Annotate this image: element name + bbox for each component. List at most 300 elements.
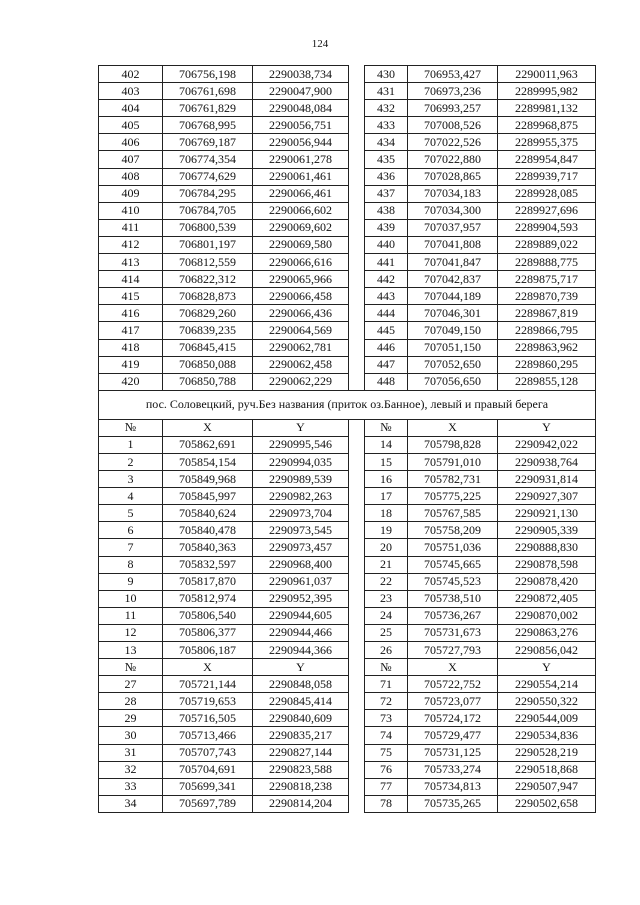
- point-number-cell: 420: [99, 373, 163, 390]
- y-coordinate-cell: 2290961,037: [253, 573, 349, 590]
- table-header-row: [99, 419, 596, 436]
- x-coordinate-cell: 705791,010: [408, 453, 498, 470]
- x-coordinate-cell: 705699,341: [163, 778, 253, 795]
- point-number-cell: 25: [365, 624, 408, 641]
- column-header-number: №: [365, 659, 408, 676]
- y-coordinate-cell: 2290888,830: [498, 539, 596, 556]
- table-row: [99, 488, 596, 505]
- x-coordinate-cell: 706761,698: [163, 83, 253, 100]
- x-coordinate-cell: 705798,828: [408, 436, 498, 453]
- y-coordinate-cell: 2290835,217: [253, 727, 349, 744]
- column-separator: [349, 693, 365, 710]
- point-number-cell: 414: [99, 271, 163, 288]
- x-coordinate-cell: 706973,236: [408, 83, 498, 100]
- y-coordinate-cell: 2290995,546: [253, 436, 349, 453]
- table-row: [99, 607, 596, 624]
- column-separator: [349, 83, 365, 100]
- y-coordinate-cell: 2289939,717: [498, 168, 596, 185]
- x-coordinate-cell: 705751,036: [408, 539, 498, 556]
- point-number-cell: 418: [99, 339, 163, 356]
- point-number-cell: 33: [99, 778, 163, 795]
- table-row: [99, 236, 596, 253]
- y-coordinate-cell: 2290938,764: [498, 453, 596, 470]
- y-coordinate-cell: 2290062,781: [253, 339, 349, 356]
- section-title: пос. Соловецкий, руч.Без названия (приток оз.Банное), левый и правый берега: [99, 390, 596, 419]
- y-coordinate-cell: 2290973,704: [253, 505, 349, 522]
- x-coordinate-cell: 705713,466: [163, 727, 253, 744]
- y-coordinate-cell: 2290927,307: [498, 488, 596, 505]
- x-coordinate-cell: 705758,209: [408, 522, 498, 539]
- table-row: [99, 556, 596, 573]
- table-row: [99, 134, 596, 151]
- x-coordinate-cell: 705854,154: [163, 453, 253, 470]
- y-coordinate-cell: 2290823,588: [253, 761, 349, 778]
- table-row: [99, 254, 596, 271]
- y-coordinate-cell: 2290528,219: [498, 744, 596, 761]
- column-header-number: №: [99, 659, 163, 676]
- column-separator: [349, 795, 365, 812]
- point-number-cell: 448: [365, 373, 408, 390]
- point-number-cell: 24: [365, 607, 408, 624]
- coordinates-table: [98, 65, 596, 813]
- column-separator: [349, 761, 365, 778]
- x-coordinate-cell: 705806,377: [163, 624, 253, 641]
- table-row: [99, 185, 596, 202]
- x-coordinate-cell: 705707,743: [163, 744, 253, 761]
- point-number-cell: 412: [99, 236, 163, 253]
- y-coordinate-cell: 2289981,132: [498, 100, 596, 117]
- point-number-cell: 433: [365, 117, 408, 134]
- column-separator: [349, 744, 365, 761]
- point-number-cell: 14: [365, 436, 408, 453]
- y-coordinate-cell: 2290064,569: [253, 322, 349, 339]
- point-number-cell: 21: [365, 556, 408, 573]
- column-separator: [349, 488, 365, 505]
- column-header-x: X: [408, 419, 498, 436]
- point-number-cell: 430: [365, 66, 408, 83]
- y-coordinate-cell: 2290863,276: [498, 624, 596, 641]
- column-separator: [349, 151, 365, 168]
- x-coordinate-cell: 705734,813: [408, 778, 498, 795]
- x-coordinate-cell: 705862,691: [163, 436, 253, 453]
- column-separator: [349, 117, 365, 134]
- y-coordinate-cell: 2290840,609: [253, 710, 349, 727]
- x-coordinate-cell: 705845,997: [163, 488, 253, 505]
- x-coordinate-cell: 707037,957: [408, 219, 498, 236]
- y-coordinate-cell: 2290047,900: [253, 83, 349, 100]
- y-coordinate-cell: 2290554,214: [498, 676, 596, 693]
- point-number-cell: 419: [99, 356, 163, 373]
- y-coordinate-cell: 2290066,461: [253, 185, 349, 202]
- y-coordinate-cell: 2290878,598: [498, 556, 596, 573]
- y-coordinate-cell: 2290952,395: [253, 590, 349, 607]
- point-number-cell: 2: [99, 453, 163, 470]
- page-number: 124: [311, 38, 329, 50]
- point-number-cell: 29: [99, 710, 163, 727]
- point-number-cell: 402: [99, 66, 163, 83]
- column-separator: [349, 453, 365, 470]
- x-coordinate-cell: 707034,300: [408, 202, 498, 219]
- y-coordinate-cell: 2290061,278: [253, 151, 349, 168]
- x-coordinate-cell: 705840,478: [163, 522, 253, 539]
- point-number-cell: 439: [365, 219, 408, 236]
- x-coordinate-cell: 707056,650: [408, 373, 498, 390]
- y-coordinate-cell: 2290944,605: [253, 607, 349, 624]
- x-coordinate-cell: 707049,150: [408, 322, 498, 339]
- point-number-cell: 417: [99, 322, 163, 339]
- x-coordinate-cell: 706801,197: [163, 236, 253, 253]
- table-row: [99, 573, 596, 590]
- x-coordinate-cell: 705745,665: [408, 556, 498, 573]
- column-header-y: Y: [253, 659, 349, 676]
- y-coordinate-cell: 2289889,022: [498, 236, 596, 253]
- table-row: [99, 471, 596, 488]
- column-separator: [349, 134, 365, 151]
- column-separator: [349, 778, 365, 795]
- point-number-cell: 22: [365, 573, 408, 590]
- point-number-cell: 78: [365, 795, 408, 812]
- table-row: [99, 202, 596, 219]
- point-number-cell: 15: [365, 453, 408, 470]
- y-coordinate-cell: 2290065,966: [253, 271, 349, 288]
- y-coordinate-cell: 2290038,734: [253, 66, 349, 83]
- x-coordinate-cell: 706812,559: [163, 254, 253, 271]
- table-row: [99, 590, 596, 607]
- point-number-cell: 4: [99, 488, 163, 505]
- x-coordinate-cell: 705722,752: [408, 676, 498, 693]
- y-coordinate-cell: 2290544,009: [498, 710, 596, 727]
- column-separator: [349, 236, 365, 253]
- column-separator: [349, 436, 365, 453]
- column-separator: [349, 339, 365, 356]
- point-number-cell: 73: [365, 710, 408, 727]
- point-number-cell: 444: [365, 305, 408, 322]
- table-row: [99, 83, 596, 100]
- y-coordinate-cell: 2290056,944: [253, 134, 349, 151]
- table-row: [99, 642, 596, 659]
- x-coordinate-cell: 706774,629: [163, 168, 253, 185]
- x-coordinate-cell: 705733,274: [408, 761, 498, 778]
- y-coordinate-cell: 2290066,436: [253, 305, 349, 322]
- y-coordinate-cell: 2290989,539: [253, 471, 349, 488]
- y-coordinate-cell: 2290944,466: [253, 624, 349, 641]
- point-number-cell: 8: [99, 556, 163, 573]
- x-coordinate-cell: 706839,235: [163, 322, 253, 339]
- table-row: [99, 453, 596, 470]
- point-number-cell: 446: [365, 339, 408, 356]
- point-number-cell: 432: [365, 100, 408, 117]
- column-separator: [349, 202, 365, 219]
- point-number-cell: 431: [365, 83, 408, 100]
- table-row: [99, 322, 596, 339]
- y-coordinate-cell: 2289904,593: [498, 219, 596, 236]
- x-coordinate-cell: 705736,267: [408, 607, 498, 624]
- column-header-y: Y: [253, 419, 349, 436]
- point-number-cell: 436: [365, 168, 408, 185]
- x-coordinate-cell: 705745,523: [408, 573, 498, 590]
- y-coordinate-cell: 2289863,962: [498, 339, 596, 356]
- point-number-cell: 72: [365, 693, 408, 710]
- y-coordinate-cell: 2290942,022: [498, 436, 596, 453]
- table-row: [99, 624, 596, 641]
- table-row: [99, 271, 596, 288]
- x-coordinate-cell: 705782,731: [408, 471, 498, 488]
- x-coordinate-cell: 705832,597: [163, 556, 253, 573]
- y-coordinate-cell: 2290534,836: [498, 727, 596, 744]
- point-number-cell: 443: [365, 288, 408, 305]
- y-coordinate-cell: 2289875,717: [498, 271, 596, 288]
- column-separator: [349, 185, 365, 202]
- table-row: [99, 151, 596, 168]
- point-number-cell: 410: [99, 202, 163, 219]
- y-coordinate-cell: 2290845,414: [253, 693, 349, 710]
- table-row: [99, 676, 596, 693]
- x-coordinate-cell: 705775,225: [408, 488, 498, 505]
- table-row: [99, 305, 596, 322]
- x-coordinate-cell: 706769,187: [163, 134, 253, 151]
- y-coordinate-cell: 2290856,042: [498, 642, 596, 659]
- point-number-cell: 441: [365, 254, 408, 271]
- column-separator: [349, 254, 365, 271]
- y-coordinate-cell: 2290921,130: [498, 505, 596, 522]
- y-coordinate-cell: 2289888,775: [498, 254, 596, 271]
- x-coordinate-cell: 706850,788: [163, 373, 253, 390]
- x-coordinate-cell: 706784,295: [163, 185, 253, 202]
- x-coordinate-cell: 705697,789: [163, 795, 253, 812]
- y-coordinate-cell: 2290931,814: [498, 471, 596, 488]
- y-coordinate-cell: 2289927,696: [498, 202, 596, 219]
- column-separator: [349, 710, 365, 727]
- point-number-cell: 76: [365, 761, 408, 778]
- y-coordinate-cell: 2290062,229: [253, 373, 349, 390]
- point-number-cell: 31: [99, 744, 163, 761]
- table-row: [99, 356, 596, 373]
- y-coordinate-cell: 2290973,457: [253, 539, 349, 556]
- point-number-cell: 23: [365, 590, 408, 607]
- column-separator: [349, 373, 365, 390]
- x-coordinate-cell: 707022,880: [408, 151, 498, 168]
- point-number-cell: 415: [99, 288, 163, 305]
- point-number-cell: 6: [99, 522, 163, 539]
- y-coordinate-cell: 2289860,295: [498, 356, 596, 373]
- column-separator: [349, 66, 365, 83]
- point-number-cell: 77: [365, 778, 408, 795]
- x-coordinate-cell: 705840,363: [163, 539, 253, 556]
- y-coordinate-cell: 2289928,085: [498, 185, 596, 202]
- x-coordinate-cell: 705840,624: [163, 505, 253, 522]
- column-separator: [349, 573, 365, 590]
- x-coordinate-cell: 706800,539: [163, 219, 253, 236]
- point-number-cell: 411: [99, 219, 163, 236]
- point-number-cell: 11: [99, 607, 163, 624]
- x-coordinate-cell: 707022,526: [408, 134, 498, 151]
- x-coordinate-cell: 705724,172: [408, 710, 498, 727]
- x-coordinate-cell: 705849,968: [163, 471, 253, 488]
- y-coordinate-cell: 2289955,375: [498, 134, 596, 151]
- x-coordinate-cell: 705817,870: [163, 573, 253, 590]
- y-coordinate-cell: 2290944,366: [253, 642, 349, 659]
- x-coordinate-cell: 705723,077: [408, 693, 498, 710]
- point-number-cell: 10: [99, 590, 163, 607]
- column-separator: [349, 356, 365, 373]
- table-row: [99, 505, 596, 522]
- column-separator: [349, 624, 365, 641]
- x-coordinate-cell: 707034,183: [408, 185, 498, 202]
- point-number-cell: 408: [99, 168, 163, 185]
- x-coordinate-cell: 705731,125: [408, 744, 498, 761]
- column-separator: [349, 607, 365, 624]
- point-number-cell: 30: [99, 727, 163, 744]
- y-coordinate-cell: 2290061,461: [253, 168, 349, 185]
- x-coordinate-cell: 706993,257: [408, 100, 498, 117]
- y-coordinate-cell: 2290518,868: [498, 761, 596, 778]
- point-number-cell: 413: [99, 254, 163, 271]
- point-number-cell: 26: [365, 642, 408, 659]
- y-coordinate-cell: 2290827,144: [253, 744, 349, 761]
- column-separator: [349, 471, 365, 488]
- x-coordinate-cell: 705721,144: [163, 676, 253, 693]
- table-row: [99, 710, 596, 727]
- y-coordinate-cell: 2290814,204: [253, 795, 349, 812]
- point-number-cell: 438: [365, 202, 408, 219]
- point-number-cell: 74: [365, 727, 408, 744]
- point-number-cell: 437: [365, 185, 408, 202]
- x-coordinate-cell: 706953,427: [408, 66, 498, 83]
- y-coordinate-cell: 2290066,602: [253, 202, 349, 219]
- column-separator: [349, 419, 365, 436]
- y-coordinate-cell: 2290048,084: [253, 100, 349, 117]
- column-separator: [349, 305, 365, 322]
- y-coordinate-cell: 2289954,847: [498, 151, 596, 168]
- column-header-number: №: [99, 419, 163, 436]
- column-separator: [349, 219, 365, 236]
- x-coordinate-cell: 706822,312: [163, 271, 253, 288]
- x-coordinate-cell: 706828,873: [163, 288, 253, 305]
- y-coordinate-cell: 2290056,751: [253, 117, 349, 134]
- table-row: [99, 168, 596, 185]
- column-separator: [349, 271, 365, 288]
- x-coordinate-cell: 706784,705: [163, 202, 253, 219]
- table-row: [99, 795, 596, 812]
- table-row: [99, 66, 596, 83]
- x-coordinate-cell: 706829,260: [163, 305, 253, 322]
- column-separator: [349, 522, 365, 539]
- x-coordinate-cell: 705727,793: [408, 642, 498, 659]
- column-header-y: Y: [498, 419, 596, 436]
- column-separator: [349, 168, 365, 185]
- y-coordinate-cell: 2290066,616: [253, 254, 349, 271]
- y-coordinate-cell: 2289866,795: [498, 322, 596, 339]
- column-separator: [349, 642, 365, 659]
- point-number-cell: 13: [99, 642, 163, 659]
- x-coordinate-cell: 707028,865: [408, 168, 498, 185]
- x-coordinate-cell: 705719,653: [163, 693, 253, 710]
- y-coordinate-cell: 2290066,458: [253, 288, 349, 305]
- point-number-cell: 404: [99, 100, 163, 117]
- y-coordinate-cell: 2290994,035: [253, 453, 349, 470]
- table-row: [99, 117, 596, 134]
- table-row: [99, 288, 596, 305]
- point-number-cell: 403: [99, 83, 163, 100]
- table-row: [99, 436, 596, 453]
- y-coordinate-cell: 2289995,982: [498, 83, 596, 100]
- x-coordinate-cell: 705731,673: [408, 624, 498, 641]
- column-separator: [349, 676, 365, 693]
- x-coordinate-cell: 707042,837: [408, 271, 498, 288]
- point-number-cell: 9: [99, 573, 163, 590]
- point-number-cell: 407: [99, 151, 163, 168]
- y-coordinate-cell: 2290982,263: [253, 488, 349, 505]
- table-row: [99, 100, 596, 117]
- table-row: [99, 744, 596, 761]
- x-coordinate-cell: 707041,808: [408, 236, 498, 253]
- coordinates-table-body: [99, 66, 596, 813]
- y-coordinate-cell: 2290968,400: [253, 556, 349, 573]
- table-row: [99, 522, 596, 539]
- table-row: [99, 373, 596, 390]
- y-coordinate-cell: 2289870,739: [498, 288, 596, 305]
- y-coordinate-cell: 2290818,238: [253, 778, 349, 795]
- column-header-y: Y: [498, 659, 596, 676]
- x-coordinate-cell: 705806,540: [163, 607, 253, 624]
- y-coordinate-cell: 2289867,819: [498, 305, 596, 322]
- point-number-cell: 3: [99, 471, 163, 488]
- x-coordinate-cell: 705806,187: [163, 642, 253, 659]
- y-coordinate-cell: 2290872,405: [498, 590, 596, 607]
- point-number-cell: 28: [99, 693, 163, 710]
- column-separator: [349, 590, 365, 607]
- point-number-cell: 406: [99, 134, 163, 151]
- y-coordinate-cell: 2289855,128: [498, 373, 596, 390]
- table-row: [99, 778, 596, 795]
- x-coordinate-cell: 705735,265: [408, 795, 498, 812]
- y-coordinate-cell: 2290069,580: [253, 236, 349, 253]
- x-coordinate-cell: 705729,477: [408, 727, 498, 744]
- point-number-cell: 20: [365, 539, 408, 556]
- y-coordinate-cell: 2290069,602: [253, 219, 349, 236]
- column-separator: [349, 100, 365, 117]
- point-number-cell: 12: [99, 624, 163, 641]
- column-header-x: X: [408, 659, 498, 676]
- point-number-cell: 442: [365, 271, 408, 288]
- point-number-cell: 434: [365, 134, 408, 151]
- x-coordinate-cell: 706774,354: [163, 151, 253, 168]
- y-coordinate-cell: 2290550,322: [498, 693, 596, 710]
- point-number-cell: 435: [365, 151, 408, 168]
- y-coordinate-cell: 2290848,058: [253, 676, 349, 693]
- x-coordinate-cell: 705812,974: [163, 590, 253, 607]
- point-number-cell: 440: [365, 236, 408, 253]
- table-row: [99, 219, 596, 236]
- point-number-cell: 405: [99, 117, 163, 134]
- column-header-x: X: [163, 659, 253, 676]
- point-number-cell: 7: [99, 539, 163, 556]
- x-coordinate-cell: 706850,088: [163, 356, 253, 373]
- point-number-cell: 27: [99, 676, 163, 693]
- column-separator: [349, 288, 365, 305]
- point-number-cell: 71: [365, 676, 408, 693]
- x-coordinate-cell: 705716,505: [163, 710, 253, 727]
- x-coordinate-cell: 706761,829: [163, 100, 253, 117]
- table-header-row: [99, 659, 596, 676]
- x-coordinate-cell: 706845,415: [163, 339, 253, 356]
- y-coordinate-cell: 2290905,339: [498, 522, 596, 539]
- x-coordinate-cell: 707051,150: [408, 339, 498, 356]
- x-coordinate-cell: 707008,526: [408, 117, 498, 134]
- x-coordinate-cell: 707044,189: [408, 288, 498, 305]
- point-number-cell: 416: [99, 305, 163, 322]
- point-number-cell: 34: [99, 795, 163, 812]
